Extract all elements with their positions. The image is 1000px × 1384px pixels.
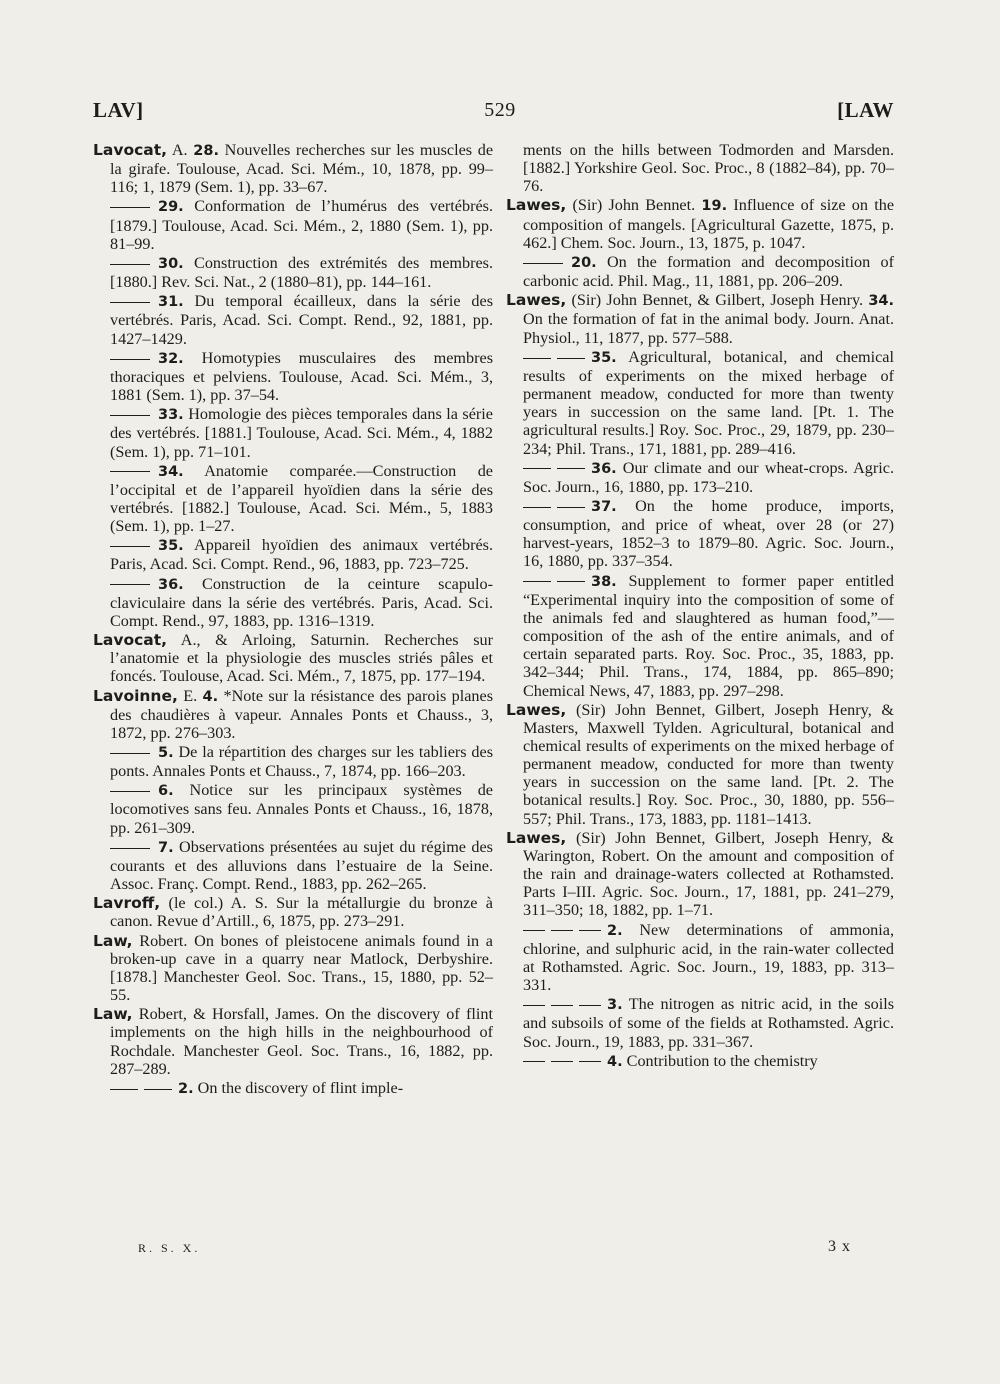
paper-number: 7. <box>158 839 174 856</box>
catalogue-subentry <box>506 572 894 700</box>
citation-text: ments on the hills between Todmorden and Marsden. [1882.] Yorkshire Geol. Soc. Proc., 8 (1882–84), pp. 70–76. <box>523 141 894 196</box>
citation-text: On the formation and decomposition of carbonic acid. Phil. Mag., 11, 1881, pp. 206–209. <box>523 252 894 291</box>
signature-mark: R. S. X. <box>138 1241 201 1255</box>
catalogue-subentry <box>506 348 894 458</box>
page-number: 529 <box>484 99 516 121</box>
author-forenames: A. <box>167 141 188 159</box>
catalogue-subentry <box>93 197 493 252</box>
author-surname: Law, <box>93 1005 133 1024</box>
paper-number: 29. <box>158 199 184 216</box>
catalogue-entry <box>506 701 894 828</box>
author-surname: Lavocat, <box>93 141 168 159</box>
paper-number: 32. <box>158 350 184 367</box>
citation-text: Sur la métallurgie du bronze à canon. Revue d’Artill., 6, 1875, pp. 273–291. <box>110 894 493 931</box>
ditto-rule <box>523 1061 545 1062</box>
ditto-rule <box>110 359 150 360</box>
citation-text: Anatomie comparée.—Construction de l’occipital et de l’appareil hyoïdien dans la série des vertébrés. [1882.] Toulouse, Acad. Sci. Mém., 5, 1883 (Sem. 1), pp. 1–27. <box>110 461 493 536</box>
ditto-rule <box>557 358 585 359</box>
citation-text: Contribution to the chemistry <box>622 1051 818 1070</box>
author-surname: Lavocat, <box>93 631 168 650</box>
citation-text: On the discovery of flint implements on the high hills in the neighbourhood of Rochdale. Manchester Geol. Soc. Trans., 16, 1882, pp. 287–289. <box>110 1005 493 1078</box>
catalogue-subentry <box>93 536 493 573</box>
paper-number: 3. <box>607 997 623 1014</box>
ditto-rule <box>579 1061 601 1062</box>
catalogue-subentry <box>93 1079 493 1098</box>
ditto-rule <box>523 581 551 582</box>
citation-text: New determinations of ammonia, chlorine, and sulphuric acid, in the rain-water collected at Rothamsted. Agric. Soc. Journ., 19, 1883, pp. 313–331. <box>523 920 894 995</box>
paper-number: 30. <box>158 255 184 272</box>
paper-number: 4. <box>202 688 219 705</box>
ditto-rule <box>523 468 551 469</box>
catalogue-entry <box>93 141 493 196</box>
catalogue-subentry <box>93 292 493 347</box>
ditto-rule <box>110 264 150 265</box>
ditto-rule <box>110 415 150 416</box>
paper-number: 2. <box>607 922 623 939</box>
ditto-rule <box>579 930 601 931</box>
ditto-rule <box>557 507 585 508</box>
citation-text: Du temporal écailleux, dans la série des vertébrés. Paris, Acad. Sci. Compt. Rend., 92, 1881, pp. 1427–1429. <box>110 292 493 348</box>
ditto-rule <box>110 207 150 208</box>
ditto-rule <box>523 507 551 508</box>
citation-text: Construction de la ceinture scapulo-claviculaire dans la série des vertébrés. Paris, Acad. Sci. Compt. Rend., 97, 1883, pp. 1316–1319. <box>110 574 493 630</box>
catalogue-subentry <box>506 921 894 995</box>
author-forenames: (Sir) John Bennet, Gilbert, Joseph Henry, & Masters, Maxwell Tylden. <box>523 700 894 737</box>
paper-number: 34. <box>868 293 894 310</box>
paper-number: 36. <box>158 576 184 593</box>
paper-number: 2. <box>178 1080 194 1097</box>
citation-text: On bones of pleistocene animals found in a broken-up cave in a quarry near Matlock, Derbyshire. [1878.] Manchester Geol. Soc. Trans., 15, 1880, pp. 52–55. <box>110 931 493 1005</box>
ditto-rule <box>110 546 150 547</box>
ditto-rule <box>110 848 150 849</box>
catalogue-subentry <box>93 349 493 404</box>
citation-text: *Note sur la résistance des parois planes des chaudières à vapeur. Annales Ponts et Chauss., 3, 1872, pp. 276–303. <box>110 686 493 742</box>
paper-number: 28. <box>193 143 219 159</box>
author-forenames: (Sir) John Bennet, Gilbert, Joseph Henry, & Warington, Robert. <box>523 828 894 865</box>
author-forenames: Robert. <box>132 931 188 950</box>
catalogue-entry <box>93 932 493 1005</box>
catalogue-subentry <box>506 497 894 571</box>
citation-text: Conformation de l’humérus des vertébrés. [1879.] Toulouse, Acad. Sci. Mém., 2, 1880 (Sem. 1), pp. 81–99. <box>110 197 493 253</box>
catalogue-entry <box>93 894 493 930</box>
ditto-rule <box>551 1061 573 1062</box>
author-surname: Lavoinne, <box>93 686 178 705</box>
citation-text: Supplement to former paper entitled “Experimental inquiry into the composition of some of the animals fed and slaughtered as human food,”—composition of the ash of the entire animals, and of certain separated parts. Roy. Soc. Proc., 35, 1883, pp. 342–344; Phil. Trans., 174, 1884, pp. 865–890; Chemical News, 47, 1883, pp. 297–298. <box>523 571 894 700</box>
ditto-rule <box>110 1089 138 1090</box>
sheet-mark: 3 x <box>828 1238 851 1255</box>
catalogue-subentry <box>506 995 894 1050</box>
catalogue-entry <box>506 291 894 346</box>
catalogue-subentry <box>93 575 493 630</box>
ditto-rule <box>523 930 545 931</box>
running-head-left: LAV] <box>93 98 144 122</box>
ditto-rule <box>523 1005 545 1006</box>
citation-text: Recherches sur l’anatomie et la physiologie des muscles striés pâles et foncés. Toulouse, Acad. Sci. Mém., 7, 1875, pp. 177–194. <box>110 631 493 686</box>
ditto-rule <box>523 358 551 359</box>
ditto-rule <box>551 1005 573 1006</box>
paper-number: 35. <box>591 349 617 366</box>
citation-text: Agricultural, botanical, and chemical results of experiments on the mixed herbage of permanent meadow, conducted for more than twenty years in succession on the same land. [Pt. 1. The agricultural results.] Roy. Soc. Proc., 29, 1879, pp. 230–234; Phil. Trans., 171, 1881, pp. 289–416. <box>523 347 894 458</box>
paper-number: 38. <box>591 573 617 590</box>
citation-text: On the amount and composition of the rain and drainage-waters collected at Rothamsted. Parts I–III. Agric. Soc. Journ., 17, 1881, pp. 241–279, 311–350; 18, 1882, pp. 1–71. <box>523 846 894 920</box>
catalogue-subentry <box>506 253 894 290</box>
citation-text: Nouvelles recherches sur les muscles de la girafe. Toulouse, Acad. Sci. Mém., 10, 1878, pp. 99–116; 1, 1879 (Sem. 1), pp. 33–67. <box>110 141 494 197</box>
ditto-rule <box>579 1005 601 1006</box>
catalogue-subentry <box>93 743 493 780</box>
citation-text: Influence of size on the composition of mangels. [Agricultural Gazette, 1875, p. 462.] Chem. Soc. Journ., 13, 1875, p. 1047. <box>523 196 895 252</box>
author-forenames: (Sir) John Bennet, & Gilbert, Joseph Henry. <box>566 291 864 310</box>
author-surname: Lavroff, <box>93 894 161 913</box>
catalogue-entry <box>93 1005 493 1078</box>
citation-text: Homologie des pièces temporales dans la série des vertébrés. [1881.] Toulouse, Acad. Sci. Mém., 4, 1882 (Sem. 1), pp. 71–101. <box>110 405 493 461</box>
citation-text: Appareil hyoïdien des animaux vertébrés. Paris, Acad. Sci. Compt. Rend., 96, 1883, pp. 723–725. <box>110 536 493 574</box>
citation-text: De la répartition des charges sur les tabliers des ponts. Annales Ponts et Chauss., 7, 1874, pp. 166–203. <box>110 743 493 781</box>
citation-text: On the formation of fat in the animal body. Journ. Anat. Physiol., 11, 1877, pp. 577–588. <box>523 310 894 347</box>
ditto-rule <box>110 584 150 585</box>
paper-number: 6. <box>158 783 174 800</box>
catalogue-subentry <box>93 838 493 893</box>
paper-number: 19. <box>701 198 728 215</box>
author-surname: Lawes, <box>506 196 567 215</box>
citation-text: Agricultural, botanical and chemical results of experiments on the mixed herbage of permanent meadow, conducted for more than twenty years in succession on the same land. [Pt. 2. The botanical results.] Roy. Soc. Proc., 30, 1880, pp. 556–557; Phil. Trans., 173, 1883, pp. 1181–1413. <box>523 718 894 828</box>
paper-number: 4. <box>607 1053 623 1070</box>
running-head-right: [LAW <box>837 98 894 122</box>
author-forenames: (le col.) A. S. <box>160 894 268 913</box>
ditto-rule <box>557 581 585 582</box>
paper-number: 34. <box>158 463 184 480</box>
catalogue-entry <box>506 196 894 251</box>
catalogue-entry <box>93 631 493 685</box>
ditto-rule <box>110 471 150 472</box>
paper-number: 5. <box>158 745 174 761</box>
paper-number: 37. <box>591 498 617 515</box>
author-forenames: (Sir) John Bennet. <box>566 196 696 215</box>
left-column <box>93 141 493 1099</box>
paper-number: 35. <box>158 538 184 555</box>
ditto-rule <box>144 1089 172 1090</box>
citation-text: The nitrogen as nitric acid, in the soils and subsoils of some of the fields at Rothamsted. Agric. Soc. Journ., 19, 1883, pp. 331–367. <box>523 995 894 1051</box>
author-forenames: Robert, & Horsfall, James. <box>132 1005 319 1024</box>
catalogue-subentry <box>93 254 493 291</box>
paper-number: 33. <box>158 407 184 424</box>
catalogue-subentry <box>93 781 493 836</box>
citation-text: Notice sur les principaux systèmes de locomotives sans feu. Annales Ponts et Chauss., 16, 1878, pp. 261–309. <box>110 781 493 837</box>
right-column <box>506 141 894 1072</box>
paper-number: 20. <box>571 254 597 271</box>
catalogue-subentry <box>506 1052 894 1071</box>
catalogue-subentry <box>506 459 894 496</box>
ditto-rule <box>110 791 150 792</box>
catalogue-subentry <box>93 405 493 460</box>
citation-text: On the home produce, imports, consumption, and price of wheat, over 28 (or 27) harvest-years, 1852–3 to 1879–80. Agric. Soc. Journ., 16, 1880, pp. 337–354. <box>523 496 894 571</box>
ditto-rule <box>110 302 150 303</box>
catalogue-subentry <box>506 141 894 195</box>
author-surname: Lawes, <box>506 291 567 310</box>
catalogue-subentry <box>93 462 493 536</box>
author-surname: Lawes, <box>506 828 567 847</box>
author-surname: Lawes, <box>506 700 567 719</box>
paper-number: 31. <box>158 294 184 311</box>
citation-text: Observations présentées au sujet du régime des courants et des alluvions dans l’estuaire de la Seine. Assoc. Franç. Compt. Rend., 1883, pp. 262–265. <box>110 837 493 894</box>
ditto-rule <box>557 468 585 469</box>
ditto-rule <box>523 263 563 264</box>
catalogue-entry <box>506 829 894 920</box>
ditto-rule <box>551 930 573 931</box>
ditto-rule <box>110 753 150 754</box>
catalogue-entry <box>93 687 493 742</box>
paper-number: 36. <box>591 460 617 477</box>
author-surname: Law, <box>93 931 133 950</box>
citation-text: Our climate and our wheat-crops. Agric. Soc. Journ., 16, 1880, pp. 173–210. <box>523 458 894 496</box>
citation-text: Construction des extrémités des membres. [1880.] Rev. Sci. Nat., 2 (1880–81), pp. 144–161. <box>110 253 493 292</box>
author-forenames: A., & Arloing, Saturnin. <box>167 631 370 650</box>
citation-text: Homotypies musculaires des membres thoraciques et pelviens. Toulouse, Acad. Sci. Mém., 3, 1881 (Sem. 1), pp. 37–54. <box>110 348 493 405</box>
citation-text: On the discovery of flint imple- <box>193 1078 404 1097</box>
author-forenames: E. <box>177 686 198 705</box>
